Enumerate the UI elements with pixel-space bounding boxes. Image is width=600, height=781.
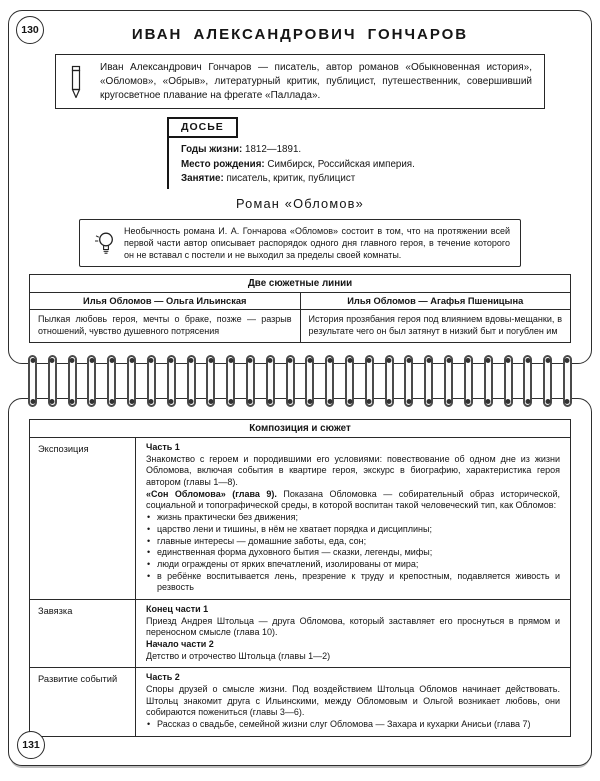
storylines-table-title: Две сюжетные линии (30, 275, 571, 293)
inciting-text-2: Детство и отрочество Штольца (главы 1—2) (146, 650, 331, 661)
spiral-ring (385, 355, 394, 407)
fact-value: писатель, критик, публицист (226, 173, 356, 185)
list-item: • главные интересы — домашние заботы, еда, сон; (146, 536, 560, 548)
dossier-facts (167, 138, 591, 188)
storyline-text-agafya: История прозябания героя под влиянием вдовы-мещанки, в результате чего он был затянут в низкий быт и погублен им (300, 310, 571, 342)
table-row (30, 668, 571, 736)
page-number: 131 (22, 739, 40, 751)
list-item: • люди ограждены от ярких впечатлений, изолированы от мира; (146, 559, 560, 571)
spiral-ring (246, 355, 255, 407)
author-intro-text: Иван Александрович Гончаров — писатель, автор романов «Обыкновенная история», «Обломов», «Обрыв», литературный критик, публицист, путешественник, совершивший кругосветное плавание на фрегате «Паллада». (100, 62, 532, 101)
development-paragraph-1: Споры друзей о смысле жизни. Под воздействием Штольца Обломов начинает действовать. Штольц знакомит друга с Ильинскими, между Обломовым и Ольгой возникает любовь, они собираются пожениться (главы 3—6). (146, 684, 560, 718)
dream-chapter-label: «Сон Обломова» (глава 9). (146, 488, 277, 499)
table-row (30, 599, 571, 667)
table-row (30, 438, 571, 600)
page-title: ИВАН АЛЕКСАНДРОВИЧ ГОНЧАРОВ (131, 26, 469, 43)
exposition-paragraph-1: Знакомство с героем и породившими его условиями: повествование об одном дне из жизни Обломова, включая события в квартире героя, экскурс в биографию, характеристика героя автором (главы 1—8). (146, 453, 560, 488)
fact-value: Симбирск, Российская империя. (267, 158, 415, 170)
fact-key: Занятие: (181, 173, 224, 185)
spiral-ring (167, 355, 176, 407)
dossier-section (167, 117, 591, 188)
development-list (146, 719, 560, 731)
list-item: • жизнь практически без движения; (146, 512, 560, 524)
spiral-ring (484, 355, 493, 407)
idea-note-text: Необычность романа И. А. Гончарова «Обломов» состоит в том, что на протяжении всей первой части автор описывает распорядок одного дня главного героя, в течение которого он не вставал с постели и не выходил за пределы своей комнаты. (124, 225, 510, 261)
spiral-ring (543, 355, 552, 407)
part-label: Часть 2 (146, 672, 180, 683)
fact-value: 1812—1891. (245, 144, 302, 156)
composition-table-title: Композиция и сюжет (30, 420, 571, 438)
page-number-badge-131 (17, 731, 45, 759)
spiral-ring (345, 355, 354, 407)
list-item: • в ребёнке воспитывается лень, презрение к труду и крепостным, подавляется живость и резвость (146, 571, 560, 594)
fact-key: Место рождения: (181, 158, 265, 170)
pencil-icon (69, 65, 83, 99)
storyline-header-olga: Илья Обломов — Ольга Ильинская (30, 293, 301, 310)
list-item: • царство лени и тишины, в нём не хватает порядка и дисциплины; (146, 524, 560, 536)
spiral-ring (404, 355, 413, 407)
spiral-ring (523, 355, 532, 407)
spiral-ring (147, 355, 156, 407)
stage-development: Развитие событий (30, 668, 136, 736)
page-number-badge-130 (16, 16, 44, 44)
spiral-ring (127, 355, 136, 407)
spiral-ring (68, 355, 77, 407)
page-131 (8, 398, 592, 766)
inciting-text-1: Приезд Андрея Штольца — друга Обломова, который заставляет его проснуться в прямом и переносном смысле (глава 10). (146, 615, 560, 638)
dossier-fact-occupation (181, 172, 591, 186)
storyline-text-olga: Пылкая любовь героя, мечты о браке, позже — разрыв отношений, чувство душевного потрясения (30, 310, 301, 342)
development-content (136, 668, 571, 736)
oblomovka-traits-list (146, 512, 560, 594)
spiral-ring (87, 355, 96, 407)
stage-inciting: Завязка (30, 599, 136, 667)
fact-key: Годы жизни: (181, 144, 243, 156)
dream-chapter-text: Показана Обломовка — собирательный образ исторической, социальной и топографической среды, в которой воспитан такой человеческий тип, как Обломов: (146, 488, 560, 511)
idea-note-box (79, 219, 521, 267)
exposition-content (136, 438, 571, 600)
spiral-ring (48, 355, 57, 407)
spiral-ring (266, 355, 275, 407)
spiral-ring (365, 355, 374, 407)
spiral-ring (504, 355, 513, 407)
spiral-ring (305, 355, 314, 407)
dossier-label: ДОСЬЕ (167, 117, 238, 138)
page-number: 130 (21, 24, 39, 36)
lightbulb-icon (93, 230, 117, 256)
part-label: Конец части 1 (146, 603, 209, 614)
spiral-ring (325, 355, 334, 407)
author-intro-box (55, 54, 545, 109)
spiral-ring (424, 355, 433, 407)
list-item: • единственная форма духовного бытия — сказки, легенды, мифы; (146, 547, 560, 559)
inciting-content (136, 599, 571, 667)
spiral-ring (444, 355, 453, 407)
storylines-table (29, 274, 571, 342)
dossier-fact-years (181, 143, 591, 157)
spiral-binding (28, 364, 572, 398)
list-item: • Рассказ о свадьбе, семейной жизни слуг Обломова — Захара и кухарки Анисьи (глава 7) (146, 719, 560, 731)
part-label: Часть 1 (146, 442, 180, 452)
spiral-ring (187, 355, 196, 407)
spiral-ring (206, 355, 215, 407)
spiral-ring (107, 355, 116, 407)
exposition-paragraph-2 (146, 489, 560, 512)
storyline-header-agafya: Илья Обломов — Агафья Пшеницына (300, 293, 571, 310)
stage-exposition: Экспозиция (30, 438, 136, 600)
part-label: Начало части 2 (146, 639, 214, 649)
page-130 (8, 10, 592, 364)
spiral-ring (286, 355, 295, 407)
composition-table (29, 419, 571, 737)
spiral-ring (464, 355, 473, 407)
spiral-ring (226, 355, 235, 407)
spiral-ring (563, 355, 572, 407)
spiral-ring (28, 355, 37, 407)
dossier-fact-birthplace (181, 158, 591, 172)
novel-heading: Роман «Обломов» (235, 195, 364, 211)
